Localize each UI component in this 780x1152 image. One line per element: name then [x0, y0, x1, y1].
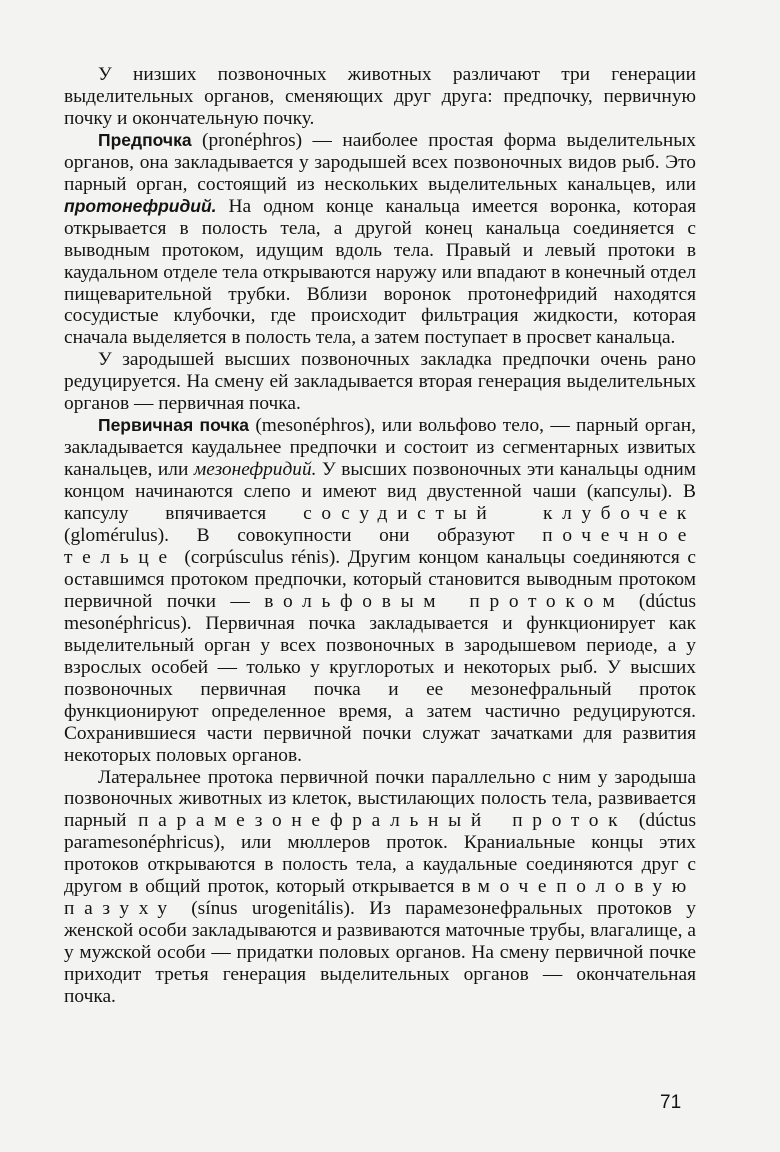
text-run: (dúctus mesonéphricus). Первичная почка закладывается и функционирует как выделительный орган у всех позвоночных в зародышевом периоде, а у взрослых особей — только у круглоротых и некоторых рыб. У высших позвоночных первичная почка и ее мезонефральный проток функционируют определенное время, а затем частично редуцируются. Сохранившиеся части первичной почки служат зачатками для развития некоторых половых органов. [64, 590, 696, 766]
term-spaced: парамезонефральный проток [138, 810, 628, 832]
paragraph [64, 130, 696, 350]
term-spaced: вольфовым протоком [264, 590, 625, 612]
text-run: (pronéphros) — наиболее простая форма выделительных органов, она закладывается у зародышей всех позвоночных видов рыб. Это парный орган, состоящий из нескольких выделительных канальцев, или [64, 129, 696, 195]
term-text: протонефридий. [64, 195, 217, 216]
page-number: 71 [660, 1092, 682, 1113]
term-bold: Предпочка [98, 129, 192, 150]
term-bold: Первичная почка [98, 415, 249, 436]
paragraph [64, 349, 696, 415]
text-run: У высших позвоночных эти канальцы одним концом начинаются слепо и имеют вид двустенной чаши (капсулы). В капсулу впячивается [64, 459, 696, 525]
term-italic: мезонефридий. [193, 459, 317, 481]
text-run: (sínus urogenitális). Из парамезонефральных протоков у женской особи закладываются и развиваются маточные трубы, влагалище, а у мужской особи — придатки половых органов. На смену первичной почке приходит третья генерация выделительных органов — окончательная почка. [64, 898, 696, 1008]
text-run: У зародышей высших позвоночных закладка предпочки очень рано редуцируется. На смену ей закладывается вторая генерация выделительных органов — первичная почка. [64, 349, 696, 415]
text-run: У низших позвоночных животных различают три генерации выделительных органов, сменяющих друг друга: предпочку, первичную почку и окончательную почку. [64, 64, 696, 129]
paragraph [64, 415, 696, 766]
text-run: (mesonéphros), или вольфово тело, — парный орган, закладывается каудальнее предпочки и состоит из сегментарных извитых канальцев, или [64, 415, 697, 481]
term-bold-italic [64, 196, 217, 216]
text-run: На одном конце канальца имеется воронка, которая открывается в полость тела, а другой конец канальца соединяется с выводным протоком, идущим вдоль тела. Правый и левый протоки в каудальном отделе тела открываются наружу или впадают в конечный отдел пищеварительной трубки. Вблизи воронок протонефридий находятся сосудистые клубочки, где происходит фильтрация жидкости, которая сначала выделяется в полость тела, а затем поступает в просвет канальца. [64, 195, 696, 349]
text-run: Латеральнее протока первичной почки параллельно с ним у зародыша позвоночных животных из клеток, выстилающих полость тела, развивается парный [64, 766, 696, 832]
paragraph [64, 767, 696, 1008]
text-run: (dúctus paramesonéphricus), или мюллеров проток. Краниальные концы этих протоков открываются в полость тела, а каудальные соединяются друг с другом в общий проток, который открывается в [64, 810, 696, 898]
term-spaced: сосудистый клубочек [303, 503, 696, 525]
text-run: (glomérulus). В совокупности они образуют [64, 525, 543, 547]
term-spaced: мочеполовую пазуху [64, 876, 696, 920]
text-run: (corpúsculus rénis). Другим концом канальцы соединяются с оставшимся протоком предпочки, который становится выводным протоком первичной почки — [64, 546, 696, 612]
term-spaced: почечное тельце [64, 525, 696, 568]
paragraph [64, 64, 696, 130]
body-text [64, 64, 696, 1008]
